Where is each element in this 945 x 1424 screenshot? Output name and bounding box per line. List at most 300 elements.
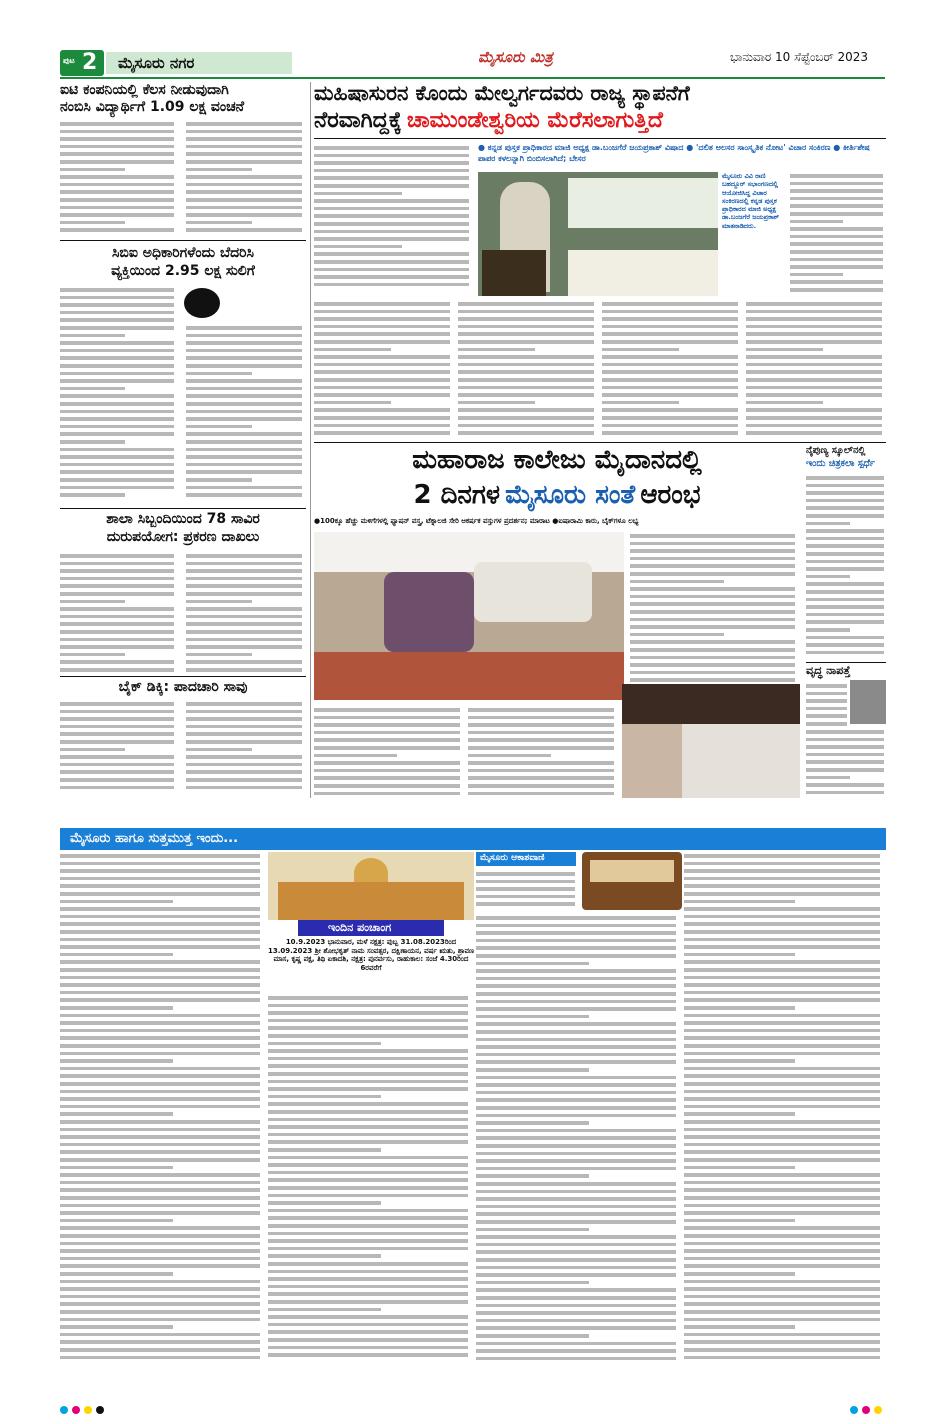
text-line (60, 710, 174, 714)
text-line (476, 939, 676, 943)
text-line (60, 288, 174, 292)
text-line (60, 1325, 173, 1329)
text-line (476, 1243, 676, 1247)
text-line (314, 393, 450, 397)
text-line (186, 228, 302, 232)
text-line (60, 379, 174, 383)
text-line (60, 1006, 173, 1010)
text-line (60, 356, 174, 360)
right-title-1a: ನೈಪುಣ್ಯ ಸ್ಕೂಲ್‌ನಲ್ಲಿ (806, 445, 866, 456)
text-line (186, 387, 302, 391)
text-line (684, 1204, 880, 1208)
text-line (186, 137, 302, 141)
text-line (186, 122, 302, 126)
text-line (684, 968, 880, 972)
text-line (186, 592, 302, 596)
text-line (790, 273, 843, 277)
text-line (60, 1158, 260, 1162)
text-line (476, 1304, 676, 1308)
right-title-1b: ಇಂದು ಚಿತ್ರಕಲಾ ಸ್ಪರ್ಧೆ (806, 458, 875, 469)
page-number: 2 (82, 50, 98, 75)
text-line (60, 228, 174, 232)
text-line (186, 356, 302, 360)
text-line (806, 544, 884, 548)
text-line (806, 484, 884, 488)
text-line (458, 340, 594, 344)
text-line (790, 204, 883, 208)
santhe-subhead: ●100ಕ್ಕೂ ಹೆಚ್ಚು ಮಳಿಗೆಗಳಲ್ಲಿ ಫ್ಯಾಷನ್ ವಸ್ತ್ರ, ಟೆಕ್ನಾಲಜಿ ಸೇರಿ ಆಕರ್ಷಕ ವಸ್ತುಗಳ ಪ್ರದರ್ಶನ; ಮಾರಾಟ ●ಐಷಾರಾಮಿ ಕಾರು, ಬೈಕ್‌ಗಳೂ ಲಭ್ಯ (314, 517, 639, 525)
text-line (790, 182, 883, 186)
text-line (684, 1280, 880, 1284)
text-line (186, 364, 302, 368)
text-line (684, 1128, 880, 1132)
text-line (268, 1004, 468, 1008)
text-line (60, 372, 174, 376)
text-line (746, 378, 882, 382)
text-line (186, 130, 302, 134)
text-line (476, 1022, 676, 1026)
text-line (186, 168, 252, 172)
text-line (268, 1087, 468, 1091)
text-line (790, 174, 883, 178)
cyan-dot (850, 1406, 858, 1414)
text-line (476, 1273, 676, 1277)
text-line (602, 317, 738, 321)
text-line (746, 363, 882, 367)
text-line (806, 552, 884, 556)
text-line (684, 1188, 880, 1192)
text-line (630, 542, 795, 546)
text-line (186, 221, 252, 225)
text-line (602, 302, 738, 306)
text-line (630, 671, 795, 675)
text-line (458, 424, 594, 428)
text-line (476, 1349, 676, 1353)
text-line (60, 1029, 260, 1033)
story-body-2a (60, 286, 178, 506)
text-line (684, 1067, 880, 1071)
text-line (186, 463, 302, 467)
text-line (684, 1112, 795, 1116)
text-line (60, 387, 125, 391)
text-line (314, 754, 397, 758)
story-body-4b (186, 700, 306, 798)
text-line (476, 946, 676, 950)
text-line (60, 1059, 173, 1063)
text-line (684, 1257, 880, 1261)
text-line (476, 916, 676, 920)
text-line (186, 607, 302, 611)
text-line (476, 984, 676, 988)
cyan-dot (60, 1406, 68, 1414)
masthead (0, 44, 945, 78)
text-line (60, 1188, 260, 1192)
left-story-2 (60, 244, 306, 506)
text-line (806, 529, 884, 533)
magenta-dot (72, 1406, 80, 1414)
text-line (268, 1102, 468, 1106)
text-line (268, 1201, 381, 1205)
text-line (314, 723, 460, 727)
text-line (186, 334, 302, 338)
text-line (60, 463, 174, 467)
text-line (314, 283, 469, 287)
text-line (60, 1143, 260, 1147)
text-line (468, 723, 614, 727)
text-line (314, 431, 450, 435)
display-counter (682, 724, 800, 798)
radio-icon (582, 852, 682, 910)
text-line (268, 1224, 468, 1228)
events-col-4 (684, 852, 886, 1364)
divider (806, 662, 886, 663)
events-col-3b (476, 914, 682, 1364)
text-line (60, 341, 174, 345)
text-line (476, 1205, 676, 1209)
text-line (790, 189, 883, 193)
text-line (746, 355, 882, 359)
right-body-2a (806, 682, 848, 728)
text-line (60, 1272, 173, 1276)
text-line (602, 348, 679, 352)
text-line (476, 1106, 676, 1110)
text-line (806, 684, 847, 688)
podium (482, 250, 546, 296)
text-line (684, 907, 880, 911)
black-dot (96, 1406, 104, 1414)
lead-rule (314, 138, 886, 139)
santhe-body-col-1 (314, 706, 464, 798)
text-line (60, 554, 174, 558)
text-line (60, 1226, 260, 1230)
text-line (268, 1315, 468, 1319)
text-line (268, 1270, 468, 1274)
text-line (60, 303, 174, 307)
text-line (684, 1036, 880, 1040)
text-line (268, 1140, 468, 1144)
santhe-stall-photo (622, 684, 800, 798)
text-line (314, 260, 469, 264)
text-line (314, 784, 460, 788)
text-line (60, 1204, 260, 1208)
text-line (60, 877, 260, 881)
text-line (458, 348, 535, 352)
text-line (186, 562, 302, 566)
text-line (268, 1011, 468, 1015)
text-line (602, 355, 738, 359)
text-line (314, 363, 450, 367)
text-line (60, 638, 174, 642)
text-line (186, 584, 302, 588)
text-line (314, 199, 469, 203)
yellow-dot (84, 1406, 92, 1414)
text-line (60, 922, 260, 926)
text-line (806, 560, 884, 564)
text-line (684, 938, 880, 942)
text-line (60, 884, 260, 888)
text-line (806, 476, 884, 480)
text-line (684, 953, 795, 957)
text-line (806, 605, 884, 609)
santhe-cars-photo (314, 532, 624, 700)
text-line (684, 1029, 880, 1033)
text-line (268, 1064, 468, 1068)
lead-headline-1: ಮಹಿಷಾಸುರನ ಕೊಂದು ಮೇಲ್ವರ್ಗದವರು ರಾಜ್ಯ ಸ್ಥಾಪನೆಗೆ (314, 81, 690, 105)
text-line (806, 722, 847, 726)
text-line (476, 1083, 676, 1087)
text-line (268, 1262, 468, 1266)
story-title-2b: ವ್ಯಕ್ತಿಯಿಂದ 2.95 ಲಕ್ಷ ಸುಲಿಗೆ (111, 263, 255, 279)
text-line (746, 401, 823, 405)
text-line (684, 1173, 880, 1177)
santhe-headline-2b: ಮೈಸೂರು ಸಂತೆ (505, 480, 636, 510)
text-line (746, 393, 882, 397)
events-col-3 (476, 870, 578, 912)
text-line (476, 1212, 676, 1216)
text-line (684, 991, 880, 995)
text-line (60, 493, 125, 497)
text-line (630, 656, 795, 660)
text-line (476, 1266, 676, 1270)
text-line (60, 175, 174, 179)
text-line (630, 602, 795, 606)
text-line (186, 402, 302, 406)
text-line (60, 702, 174, 706)
text-line (468, 731, 614, 735)
section-tab (106, 52, 292, 74)
story-title-1a: ಐಟಿ ಕಂಪನಿಯಲ್ಲಿ ಕೆಲಸ ನೀಡುವುದಾಗಿ (60, 82, 229, 98)
text-line (806, 613, 884, 617)
text-line (60, 198, 174, 202)
text-line (684, 1166, 795, 1170)
text-line (468, 754, 551, 758)
text-line (746, 424, 882, 428)
text-line (476, 902, 575, 906)
text-line (684, 1120, 880, 1124)
text-line (60, 1173, 260, 1177)
radio-title: ಮೈಸೂರು ಆಕಾಶವಾಣಿ (480, 853, 545, 863)
text-line (630, 572, 795, 576)
text-line (186, 478, 252, 482)
text-line (806, 738, 884, 742)
text-line (746, 302, 882, 306)
text-line (468, 746, 614, 750)
text-line (684, 1021, 880, 1025)
text-line (186, 486, 302, 490)
text-line (602, 408, 738, 412)
text-line (458, 386, 594, 390)
text-line (314, 769, 460, 773)
text-line (684, 1264, 880, 1268)
text-line (60, 998, 260, 1002)
text-line (60, 862, 260, 866)
text-line (602, 332, 738, 336)
text-line (476, 1098, 676, 1102)
issue-date: ಭಾನುವಾರ 10 ಸೆಪ್ಟೆಂಬರ್ 2023 (730, 50, 869, 64)
text-line (476, 1334, 589, 1338)
text-line (476, 1296, 676, 1300)
text-line (684, 930, 880, 934)
text-line (60, 349, 174, 353)
events-title: ಮೈಸೂರು ಹಾಗೂ ಸುತ್ತಮುತ್ತ ಇಂದು... (70, 831, 239, 846)
text-line (684, 1158, 880, 1162)
text-line (476, 1144, 676, 1148)
santhe-story (314, 444, 800, 798)
text-line (268, 1232, 468, 1236)
text-line (684, 1181, 880, 1185)
text-line (186, 786, 302, 790)
left-story-4 (60, 678, 306, 798)
text-line (60, 137, 174, 141)
text-line (476, 1159, 676, 1163)
events-col-2 (268, 994, 474, 1364)
text-line (60, 892, 260, 896)
text-line (60, 168, 125, 172)
text-line (314, 207, 469, 211)
text-line (60, 983, 260, 987)
text-line (268, 1125, 468, 1129)
lead-body-col-3 (602, 300, 742, 440)
text-line (458, 332, 594, 336)
text-line (476, 1068, 589, 1072)
text-line (60, 213, 174, 217)
text-line (476, 1197, 676, 1201)
text-line (476, 1235, 676, 1239)
text-line (458, 310, 594, 314)
text-line (476, 954, 676, 958)
text-line (268, 1072, 468, 1076)
text-line (684, 1135, 880, 1139)
lead-body-col-1 (314, 300, 454, 440)
text-line (476, 1357, 676, 1361)
text-line (684, 1105, 880, 1109)
text-line (630, 610, 795, 614)
text-line (684, 1219, 795, 1223)
text-line (790, 258, 883, 262)
text-line (60, 1112, 173, 1116)
text-line (314, 169, 469, 173)
text-line (60, 968, 260, 972)
santhe-body-col-2 (468, 706, 618, 798)
text-line (458, 317, 594, 321)
left-story-1 (60, 82, 306, 238)
text-line (684, 1348, 880, 1352)
text-line (476, 1174, 589, 1178)
text-line (790, 212, 883, 216)
story-title-1b: ನಂಬಿಸಿ ವಿದ್ಯಾರ್ಥಿಗೆ 1.09 ಲಕ್ಷ ವಂಚನೆ (60, 99, 244, 115)
text-line (790, 242, 883, 246)
text-line (186, 183, 302, 187)
text-line (268, 1148, 381, 1152)
text-line (60, 364, 174, 368)
text-line (268, 1042, 381, 1046)
text-line (60, 1333, 260, 1337)
seminar-banner (568, 178, 718, 228)
text-line (806, 753, 884, 757)
text-line (314, 325, 450, 329)
text-line (186, 206, 302, 210)
text-line (60, 1181, 260, 1185)
text-line (60, 763, 174, 767)
panchanga-title: ಇಂದಿನ ಪಂಚಾಂಗ (328, 921, 392, 934)
story-body-1a (60, 120, 178, 238)
text-line (314, 738, 460, 742)
text-line (790, 235, 883, 239)
text-line (746, 386, 882, 390)
text-line (314, 731, 460, 735)
text-line (684, 983, 880, 987)
text-line (790, 280, 883, 284)
text-line (186, 341, 302, 345)
text-line (684, 1318, 880, 1322)
page-badge (60, 50, 104, 76)
text-line (60, 786, 174, 790)
text-line (684, 1143, 880, 1147)
text-line (186, 710, 302, 714)
text-line (268, 1308, 381, 1312)
text-line (314, 332, 450, 336)
text-line (186, 432, 302, 436)
text-line (60, 1021, 260, 1025)
text-line (186, 668, 302, 672)
text-line (186, 470, 302, 474)
text-line (684, 862, 880, 866)
text-line (268, 1133, 468, 1137)
text-line (186, 440, 302, 444)
text-line (268, 1353, 468, 1357)
text-line (186, 748, 252, 752)
text-line (476, 1182, 676, 1186)
text-line (186, 417, 302, 421)
text-line (806, 776, 850, 780)
text-line (60, 915, 260, 919)
text-line (60, 1090, 260, 1094)
text-line (186, 630, 302, 634)
text-line (314, 230, 469, 234)
text-line (60, 717, 174, 721)
text-line (476, 1220, 676, 1224)
text-line (806, 628, 850, 632)
text-line (60, 938, 260, 942)
lead-body-right (790, 172, 886, 296)
text-line (630, 557, 795, 561)
text-line (314, 708, 460, 712)
text-line (314, 237, 469, 241)
text-line (806, 783, 884, 787)
text-line (602, 363, 738, 367)
text-line (186, 717, 302, 721)
text-line (60, 600, 125, 604)
text-line (630, 618, 795, 622)
story-title-3b: ದುರುಪಯೋಗ: ಪ್ರಕರಣ ದಾಖಲು (106, 529, 260, 545)
right-story-2 (806, 664, 886, 798)
santhe-headline-2c: ಆರಂಭ (640, 480, 701, 510)
text-line (476, 1030, 676, 1034)
text-line (468, 769, 614, 773)
paper-name: ಮೈಸೂರು ಮಿತ್ರ (478, 48, 553, 66)
text-line (476, 1091, 676, 1095)
text-line (186, 152, 302, 156)
text-line (314, 184, 469, 188)
text-line (60, 130, 174, 134)
text-line (186, 653, 252, 657)
text-line (268, 1254, 381, 1258)
text-line (60, 660, 174, 664)
text-line (746, 431, 882, 435)
text-line (806, 506, 884, 510)
text-line (314, 340, 450, 344)
text-line (684, 1234, 880, 1238)
